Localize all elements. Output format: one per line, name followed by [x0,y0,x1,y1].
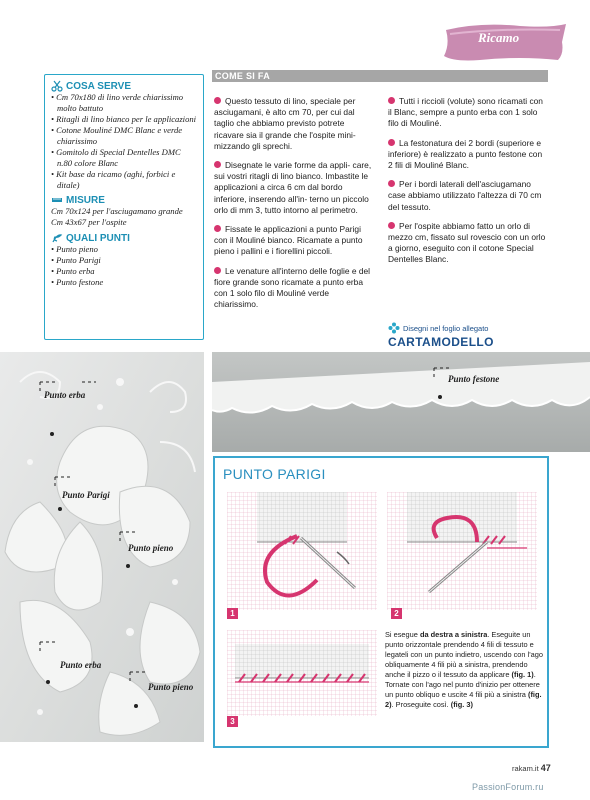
photo-label: Punto erba [60,660,102,670]
footer-site: rakam.it [512,764,539,773]
list-item: • Punto Parigi [51,255,197,266]
bullet-dot [388,97,395,104]
misure-title: MISURE [66,194,105,206]
bullet-dot [214,225,221,232]
bullet-dot [214,161,221,168]
punto-parigi-instructions: Si esegue da destra a sinistra. Eseguite un punto orizzontale prendendo 4 fili di tessuto e legateli con un punto indietro, uscendo con l'ago obliquamente 4 fili più a sinistra, prendendo anche il pizzo o il tessuto da applicare (fig. 1). Tornate con l'ago nel punto d'inizio per ottenere un punto obliquo e uscite 4 fili più a sinistra (fig. 2). Proseguite così. (fig. 3) [385,630,543,709]
flower-icon [388,322,400,334]
instruction-paragraph: Per l'ospite abbiamo fatto un orlo di mezzo cm, fissato sul rovescio con un orlo a giorno, eseguito con il cotone Special Dentelles Blanc. [388,220,546,265]
instructions-column-2 [388,96,548,274]
instruction-paragraph: La festonatura dei 2 bordi (superiore e inferiore) è realizzato a punto festone con 2 fili di Mouliné Blanc. [388,137,543,171]
stitch-diagram-fig2 [387,492,537,610]
misure-line: Cm 43x67 per l'ospite [51,217,127,227]
materials-box [44,74,204,340]
ruler-icon [51,194,63,206]
instructions-column-1 [214,96,374,318]
punto-parigi-title: PUNTO PARIGI [223,466,326,482]
list-item: • Punto festone [51,277,197,288]
instruction-paragraph: Tutti i riccioli (volute) sono ricamati con il Blanc, sempre a punto erba con 1 solo filo di Mouliné. [388,96,543,129]
cartamodello-label: CARTAMODELLO [388,335,494,349]
misure-line: Cm 70x124 per l'asciugamano grande [51,206,183,216]
photo-label: Punto festone [448,374,500,384]
come-si-fa-title: COME SI FA [215,71,271,81]
figure-number-2: 2 [391,608,402,619]
quali-punti-list [51,244,197,288]
cartamodello-note [388,322,548,349]
instruction-paragraph: Disegnate le varie forme da appli- care, sui vostri ritagli di lino bianco. Imbastite le applicazioni a circa 6 cm dal bordo inferiore, inserendo all'in- terno un piccolo orlo di mm 3, tutto intorno al perimetro. [214,160,372,215]
cartamodello-note-text: Disegni nel foglio allegato [403,323,489,333]
bullet-dot [388,180,395,187]
cosa-serve-heading [51,80,197,92]
cosa-serve-title: COSA SERVE [66,80,132,92]
instruction-paragraph: Questo tessuto di lino, speciale per asciugamani, è alto cm 70, per cui dal taglio che abbiamo previsto potrete ricavare sia il grande che l'ospite mini- mizzando gli sprechi. [214,96,356,151]
needle-thread-icon [51,232,63,244]
figure-number-3: 3 [227,716,238,727]
quali-punti-heading [51,232,197,244]
embroidery-photo-right [212,352,590,452]
list-item: • Punto erba [51,266,197,277]
page-number: 47 [540,763,551,773]
list-item: • Ritagli di lino bianco per le applicazioni [51,114,197,125]
photo-label: Punto Parigi [62,490,110,500]
photo-label: Punto pieno [128,543,174,553]
photo-label: Punto erba [44,390,86,400]
cosa-serve-list [51,92,197,191]
page-footer [512,763,551,773]
watermark: PassionForum.ru [472,782,544,792]
bullet-dot [214,267,221,274]
photo-label: Punto pieno [148,682,194,692]
bullet-dot [388,139,395,146]
instruction-paragraph: Le venature all'interno delle foglie e del fiore grande sono ricamate a punto erba con 1 solo filo di Mouliné verde chiarissimo. [214,265,371,310]
list-item: • Gomitolo di Special Dentelles DMC n.80 colore Blanc [51,147,197,169]
bullet-dot [388,222,395,229]
stitch-diagram-fig1 [227,492,377,610]
list-item: • Cotone Mouliné DMC Blanc e verde chiarissimo [51,125,197,147]
list-item: • Punto pieno [51,244,197,255]
list-item: • Kit base da ricamo (aghi, forbici e ditale) [51,169,197,191]
stitch-diagram-fig3 [227,630,377,716]
quali-punti-title: QUALI PUNTI [66,232,130,244]
misure-heading [51,194,197,206]
figure-number-1: 1 [227,608,238,619]
instruction-paragraph: Fissate le applicazioni a punto Parigi con il Mouliné bianco. Ricamate a punto pieno i pallini e i fiorellini piccoli. [214,224,363,257]
list-item: • Cm 70x180 di lino verde chiarissimo molto battuto [51,92,197,114]
punto-parigi-panel [213,456,549,748]
instruction-paragraph: Per i bordi laterali dell'asciugamano case abbiamo utilizzato l'altezza di 70 cm del tessuto. [388,179,542,212]
section-tag: Ricamo [478,30,520,45]
scissors-icon [51,80,63,92]
bullet-dot [214,97,221,104]
